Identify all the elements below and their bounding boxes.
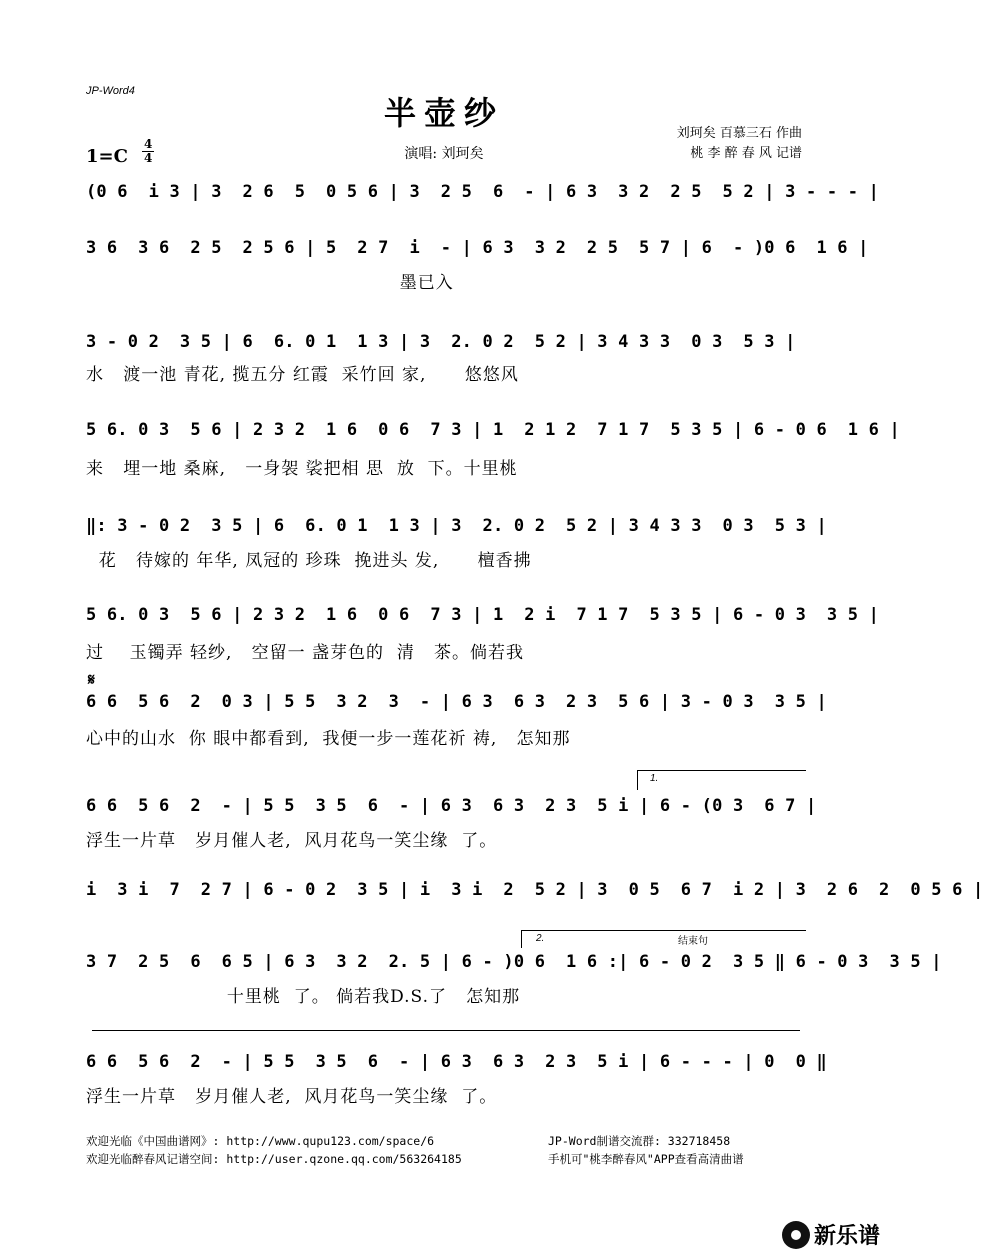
score-row-8-notes: 6 6 5 6 2 - | 5 5 3 5 6 - | 6 3 6 3 2 3 5 i | 6 - (0 3 6 7 | [86,796,817,816]
score-row-3-lyrics: 水 渡一池 青花, 揽五分 红霞 采竹回 家, 悠悠风 [86,365,519,385]
score-row-7-lyrics: 心中的山水 你 眼中都看到, 我便一步一莲花祈 祷, 怎知那 [86,729,571,749]
footer-space-link: 欢迎光临醉春风记谱空间: http://user.qzone.qq.com/563264185 [86,1152,462,1166]
ending-1-label: 1. [650,773,659,784]
score-row-1-notes: (0 6 i 3 | 3 2 6 5 0 5 6 | 3 2 5 6 - | 6 3 3 2 2 5 5 2 | 3 - - - | [86,182,880,202]
score-row-6-lyrics: 过 玉镯弄 轻纱, 空留一 盏芽色的 清 茶。倘若我 [86,643,525,663]
score-row-5-lyrics: 花 待嫁的 年华, 凤冠的 珍珠 挽进头 发, 檀香拂 [86,551,532,571]
software-label: JP-Word4 [86,85,135,97]
score-row-2-lyrics: 墨已入 [86,273,454,293]
score-row-5-notes: ‖: 3 - 0 2 3 5 | 6 6. 0 1 1 3 | 3 2. 0 2 5 2 | 3 4 3 3 0 3 5 3 | [86,516,827,536]
ending-1-bracket [637,770,806,771]
score-row-10-lyrics: 十里桃 了。 倘若我D.S.了 怎知那 [86,987,521,1007]
transcriber-credit: 桃 李 醉 春 风 记谱 [690,146,802,161]
score-row-3-notes: 3 - 0 2 3 5 | 6 6. 0 1 1 3 | 3 2. 0 2 5 2 | 3 4 3 3 0 3 5 3 | [86,332,796,352]
score-row-4-lyrics: 来 埋一地 桑麻, 一身袈 裟把相 思 放 下。十里桃 [86,459,518,479]
score-row-11-notes: 6 6 5 6 2 - | 5 5 3 5 6 - | 6 3 6 3 2 3 5 i | 6 - - - | 0 0 ‖ [86,1052,827,1072]
score-row-11-lyrics: 浮生一片草 岁月催人老, 风月花鸟一笑尘缘 了。 [86,1087,498,1107]
record-icon [782,1221,810,1249]
score-row-8-lyrics: 浮生一片草 岁月催人老, 风月花鸟一笑尘缘 了。 [86,831,498,851]
time-signature-bottom: 4 [144,151,153,165]
footer-group-info: JP-Word制谱交流群: 332718458 [548,1134,731,1148]
coda-bracket [92,1030,800,1031]
key-signature: 1=C [86,146,128,167]
logo-text: 新乐谱 [813,1224,880,1249]
score-row-4-notes: 5 6. 0 3 5 6 | 2 3 2 1 6 0 6 7 3 | 1 2 1 2 7 1 7 5 3 5 | 6 - 0 6 1 6 | [86,420,900,440]
score-row-6-notes: 5 6. 0 3 5 6 | 2 3 2 1 6 0 6 7 3 | 1 2 i 7 1 7 5 3 5 | 6 - 0 3 3 5 | [86,605,880,625]
ending-2-bracket [521,930,806,931]
composer-credit: 刘珂矣 百慕三石 作曲 [676,126,802,141]
footer-app-info: 手机可"桃李醉春风"APP查看高清曲谱 [548,1152,744,1166]
score-row-2-notes: 3 6 3 6 2 5 2 5 6 | 5 2 7 i - | 6 3 3 2 2 5 5 7 | 6 - )0 6 1 6 | [86,238,869,258]
score-row-9-notes: i 3 i 7 2 7 | 6 - 0 2 3 5 | i 3 i 2 5 2 | 3 0 5 6 7 i 2 | 3 2 6 2 0 5 6 | [86,880,983,900]
score-row-10-notes: 3 7 2 5 6 6 5 | 6 3 3 2 2. 5 | 6 - )0 6 1 6 :| 6 - 0 2 3 5 ‖ 6 - 0 3 3 5 | [86,952,942,972]
singer-credit: 演唱: 刘珂矣 [404,146,484,162]
ending-1-bracket-edge [637,770,638,790]
ending-2-label: 2. [536,933,545,944]
footer-site-link: 欢迎光临《中国曲谱网》: http://www.qupu123.com/space/6 [86,1134,435,1148]
score-row-7-notes: 6 6 5 6 2 0 3 | 5 5 3 2 3 - | 6 3 6 3 2 3 5 6 | 3 - 0 3 3 5 | [86,692,827,712]
ending-2-bracket-edge [521,930,522,948]
coda-label: 结束句 [678,936,708,947]
segno-sign: 𝄋 [88,670,95,689]
time-signature [142,138,154,165]
song-title: 半壶纱 [383,94,504,132]
time-signature-top: 4 [144,137,153,151]
logo [782,1219,880,1250]
